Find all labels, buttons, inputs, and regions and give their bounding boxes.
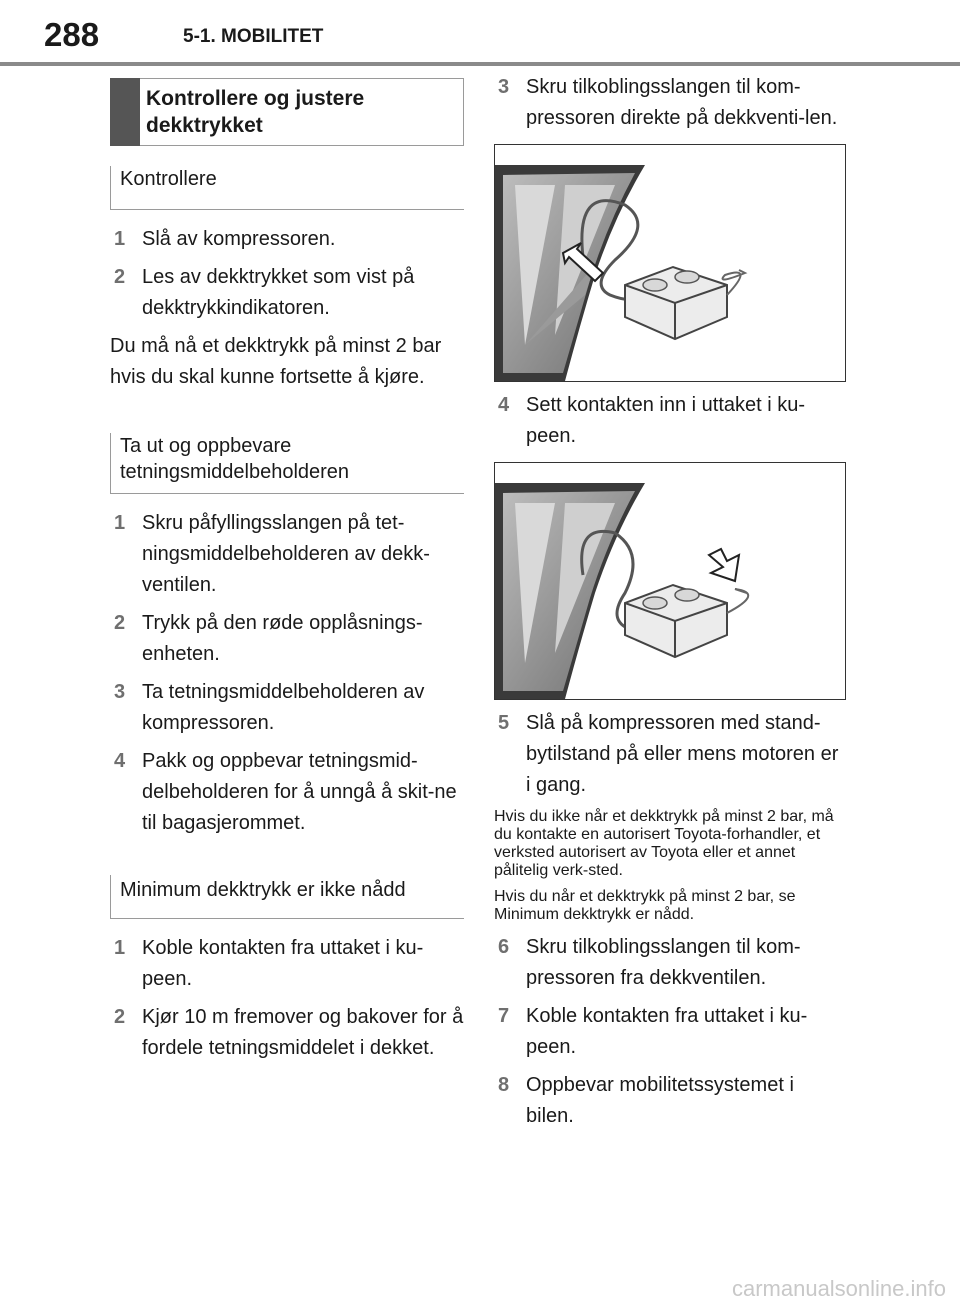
heading-bar bbox=[110, 78, 140, 146]
step-text: Skru tilkoblingsslangen til kom-pressoren fra dekkventilen. bbox=[526, 936, 801, 989]
step-text: Slå av kompressoren. bbox=[142, 228, 336, 250]
subheading-ta-ut-text: Ta ut og oppbevare tetningsmiddelbeholderen bbox=[120, 435, 350, 483]
chapter-title: 5-1. MOBILITET bbox=[183, 26, 324, 47]
step-number: 3 bbox=[498, 76, 510, 98]
note-paragraph: Hvis du ikke når et dekktrykk på minst 2 bar, må du kontakte en autorisert Toyota-forhandler, et verksted autorisert av Toyota eller et annet pålitelig verk-sted. bbox=[494, 808, 834, 879]
section-heading-main bbox=[110, 78, 464, 146]
step-number: 1 bbox=[114, 512, 126, 534]
left-column bbox=[110, 78, 464, 1071]
step-number: 7 bbox=[498, 1005, 510, 1027]
watermark: carmanualsonline.info bbox=[731, 1276, 946, 1301]
step-text: Sett kontakten inn i uttaket i ku-peen. bbox=[526, 394, 806, 447]
step-item bbox=[110, 224, 464, 255]
illustration-compressor-plug bbox=[495, 463, 845, 699]
step-number: 4 bbox=[498, 394, 510, 416]
step-item bbox=[494, 708, 846, 801]
subheading-kontrollere-text: Kontrollere bbox=[120, 168, 217, 190]
subheading-minimum bbox=[110, 875, 464, 919]
step-text: Trykk på den røde opplåsnings-enheten. bbox=[142, 612, 423, 665]
step-number: 2 bbox=[114, 612, 126, 634]
header-divider bbox=[0, 62, 960, 66]
step-number: 1 bbox=[114, 228, 126, 250]
subheading-kontrollere bbox=[110, 166, 464, 210]
page-number: 288 bbox=[44, 16, 100, 53]
step-item bbox=[494, 1070, 846, 1132]
step-item bbox=[494, 72, 846, 134]
step-text: Les av dekktrykket som vist på dekktrykkindikatoren. bbox=[142, 266, 415, 319]
step-item bbox=[110, 262, 464, 324]
figure-plug-socket bbox=[494, 462, 846, 700]
step-number: 1 bbox=[114, 937, 126, 959]
step-item bbox=[494, 1001, 846, 1063]
step-number: 2 bbox=[114, 266, 126, 288]
step-number: 8 bbox=[498, 1074, 510, 1096]
step-text: Skru påfyllingsslangen på tet-ningsmiddelbeholderen av dekk-ventilen. bbox=[142, 512, 430, 596]
body-paragraph: Du må nå et dekktrykk på minst 2 bar hvis du skal kunne fortsette å kjøre. bbox=[110, 335, 442, 388]
step-text: Koble kontakten fra uttaket i ku-peen. bbox=[526, 1005, 808, 1058]
figure-hose-on-valve bbox=[494, 144, 846, 382]
step-item bbox=[110, 508, 464, 601]
step-text: Oppbevar mobilitetssystemet i bilen. bbox=[526, 1074, 794, 1127]
illustration-compressor-valve bbox=[495, 145, 845, 381]
step-item bbox=[110, 1002, 464, 1064]
step-item bbox=[110, 677, 464, 739]
step-text: Koble kontakten fra uttaket i ku-peen. bbox=[142, 937, 424, 990]
subheading-minimum-text: Minimum dekktrykk er ikke nådd bbox=[120, 879, 406, 901]
step-number: 3 bbox=[114, 681, 126, 703]
note-paragraph: Hvis du når et dekktrykk på minst 2 bar, se Minimum dekktrykk er nådd. bbox=[494, 888, 796, 923]
step-number: 5 bbox=[498, 712, 510, 734]
step-item bbox=[110, 746, 464, 839]
step-number: 4 bbox=[114, 750, 126, 772]
step-text: Slå på kompressoren med stand-bytilstand på eller mens motoren er i gang. bbox=[526, 712, 839, 796]
step-text: Pakk og oppbevar tetningsmid-delbeholderen for å unngå å skit-ne til bagasjerommet. bbox=[142, 750, 457, 834]
step-number: 6 bbox=[498, 936, 510, 958]
main-heading-text: Kontrollere og justere dekktrykket bbox=[146, 87, 365, 137]
page-header bbox=[0, 0, 960, 62]
subheading-ta-ut bbox=[110, 433, 464, 494]
step-text: Skru tilkoblingsslangen til kom-pressoren direkte på dekkventi-len. bbox=[526, 76, 838, 129]
step-text: Ta tetningsmiddelbeholderen av kompressoren. bbox=[142, 681, 425, 734]
right-column bbox=[494, 72, 846, 1139]
step-item bbox=[494, 932, 846, 994]
step-item bbox=[110, 933, 464, 995]
step-item bbox=[494, 390, 846, 452]
step-item bbox=[110, 608, 464, 670]
step-text: Kjør 10 m fremover og bakover for å fordele tetningsmiddelet i dekket. bbox=[142, 1006, 464, 1059]
step-number: 2 bbox=[114, 1006, 126, 1028]
